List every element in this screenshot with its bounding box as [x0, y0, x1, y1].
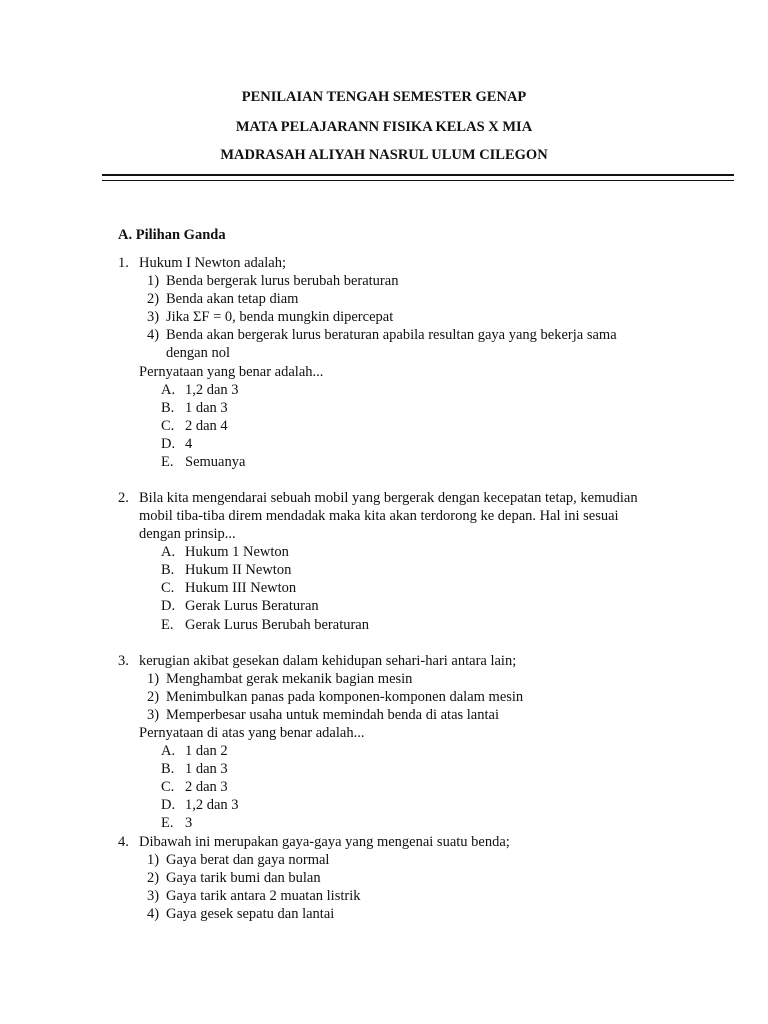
statement-number: 4)	[147, 327, 160, 343]
statement-text: Jika ΣF = 0, benda mungkin dipercepat	[166, 309, 394, 325]
question-prompt: Pernyataan di atas yang benar adalah...	[139, 725, 365, 741]
option-text: 1,2 dan 3	[185, 382, 239, 398]
question-text: Hukum I Newton adalah;	[139, 255, 286, 271]
question-text: Dibawah ini merupakan gaya-gaya yang mengenai suatu benda;	[139, 834, 510, 850]
option-text: 2 dan 3	[185, 779, 228, 795]
option-text: Hukum II Newton	[185, 562, 292, 578]
school-name: MADRASAH ALIYAH NASRUL ULUM CILEGON	[220, 147, 548, 163]
option-text: Gerak Lurus Berubah beraturan	[185, 617, 369, 633]
option-letter: C.	[161, 418, 175, 434]
option-text: 3	[185, 815, 193, 831]
option-letter: C.	[161, 580, 175, 596]
statement-number: 3)	[147, 309, 160, 325]
statement-text: Menghambat gerak mekanik bagian mesin	[166, 671, 413, 687]
subject-title: MATA PELAJARANN FISIKA KELAS X MIA	[235, 119, 533, 135]
question-text: kerugian akibat gesekan dalam kehidupan sehari-hari antara lain;	[139, 653, 517, 669]
question-prompt: Pernyataan yang benar adalah...	[139, 364, 324, 380]
option-letter: A.	[161, 743, 176, 759]
option-letter: B.	[161, 761, 175, 777]
option-text: Hukum 1 Newton	[185, 544, 289, 560]
option-letter: E.	[161, 815, 174, 831]
question-number: 1.	[118, 255, 129, 271]
option-letter: D.	[161, 598, 176, 614]
option-letter: A.	[161, 382, 176, 398]
statement-text: Menimbulkan panas pada komponen-komponen dalam mesin	[166, 689, 524, 705]
question-number: 3.	[118, 653, 129, 669]
statement-text: Benda bergerak lurus berubah beraturan	[166, 273, 399, 289]
exam-title: PENILAIAN TENGAH SEMESTER GENAP	[241, 89, 527, 105]
option-text: 1 dan 2	[185, 743, 228, 759]
option-text: 4	[185, 436, 193, 452]
option-letter: B.	[161, 562, 175, 578]
statement-text: Memperbesar usaha untuk memindah benda di atas lantai	[166, 707, 499, 723]
question-number: 2.	[118, 490, 129, 506]
option-text: 1 dan 3	[185, 400, 228, 416]
statement-text: Gaya tarik bumi dan bulan	[166, 870, 321, 886]
option-letter: E.	[161, 454, 174, 470]
option-letter: B.	[161, 400, 175, 416]
option-text: Hukum III Newton	[185, 580, 297, 596]
section-title: A. Pilihan Ganda	[118, 227, 226, 243]
statement-text: Benda akan tetap diam	[166, 291, 299, 307]
statement-number: 1)	[147, 852, 160, 868]
question-text-line: mobil tiba-tiba direm mendadak maka kita akan terdorong ke depan. Hal ini sesuai	[139, 508, 619, 524]
statement-text: Gaya tarik antara 2 muatan listrik	[166, 888, 361, 904]
statement-text-continued: dengan nol	[166, 345, 231, 361]
statement-number: 2)	[147, 870, 160, 886]
statement-number: 3)	[147, 707, 160, 723]
statement-text: Gaya berat dan gaya normal	[166, 852, 330, 868]
option-text: Semuanya	[185, 454, 246, 470]
statement-text: Gaya gesek sepatu dan lantai	[166, 906, 335, 922]
option-letter: C.	[161, 779, 175, 795]
question-text-line: Bila kita mengendarai sebuah mobil yang bergerak dengan kecepatan tetap, kemudian	[139, 490, 638, 506]
header-rule-thin	[102, 180, 734, 181]
statement-number: 1)	[147, 273, 160, 289]
statement-number: 1)	[147, 671, 160, 687]
statement-number: 3)	[147, 888, 160, 904]
option-letter: D.	[161, 436, 176, 452]
option-text: 2 dan 4	[185, 418, 228, 434]
option-text: 1 dan 3	[185, 761, 228, 777]
option-letter: E.	[161, 617, 174, 633]
option-text: 1,2 dan 3	[185, 797, 239, 813]
question-text-line: dengan prinsip...	[139, 526, 236, 542]
option-text: Gerak Lurus Beraturan	[185, 598, 319, 614]
statement-number: 4)	[147, 906, 160, 922]
header-rule-thick	[102, 174, 734, 176]
statement-number: 2)	[147, 689, 160, 705]
statement-number: 2)	[147, 291, 160, 307]
question-number: 4.	[118, 834, 129, 850]
option-letter: D.	[161, 797, 176, 813]
statement-text: Benda akan bergerak lurus beraturan apabila resultan gaya yang bekerja sama	[166, 327, 617, 343]
option-letter: A.	[161, 544, 176, 560]
